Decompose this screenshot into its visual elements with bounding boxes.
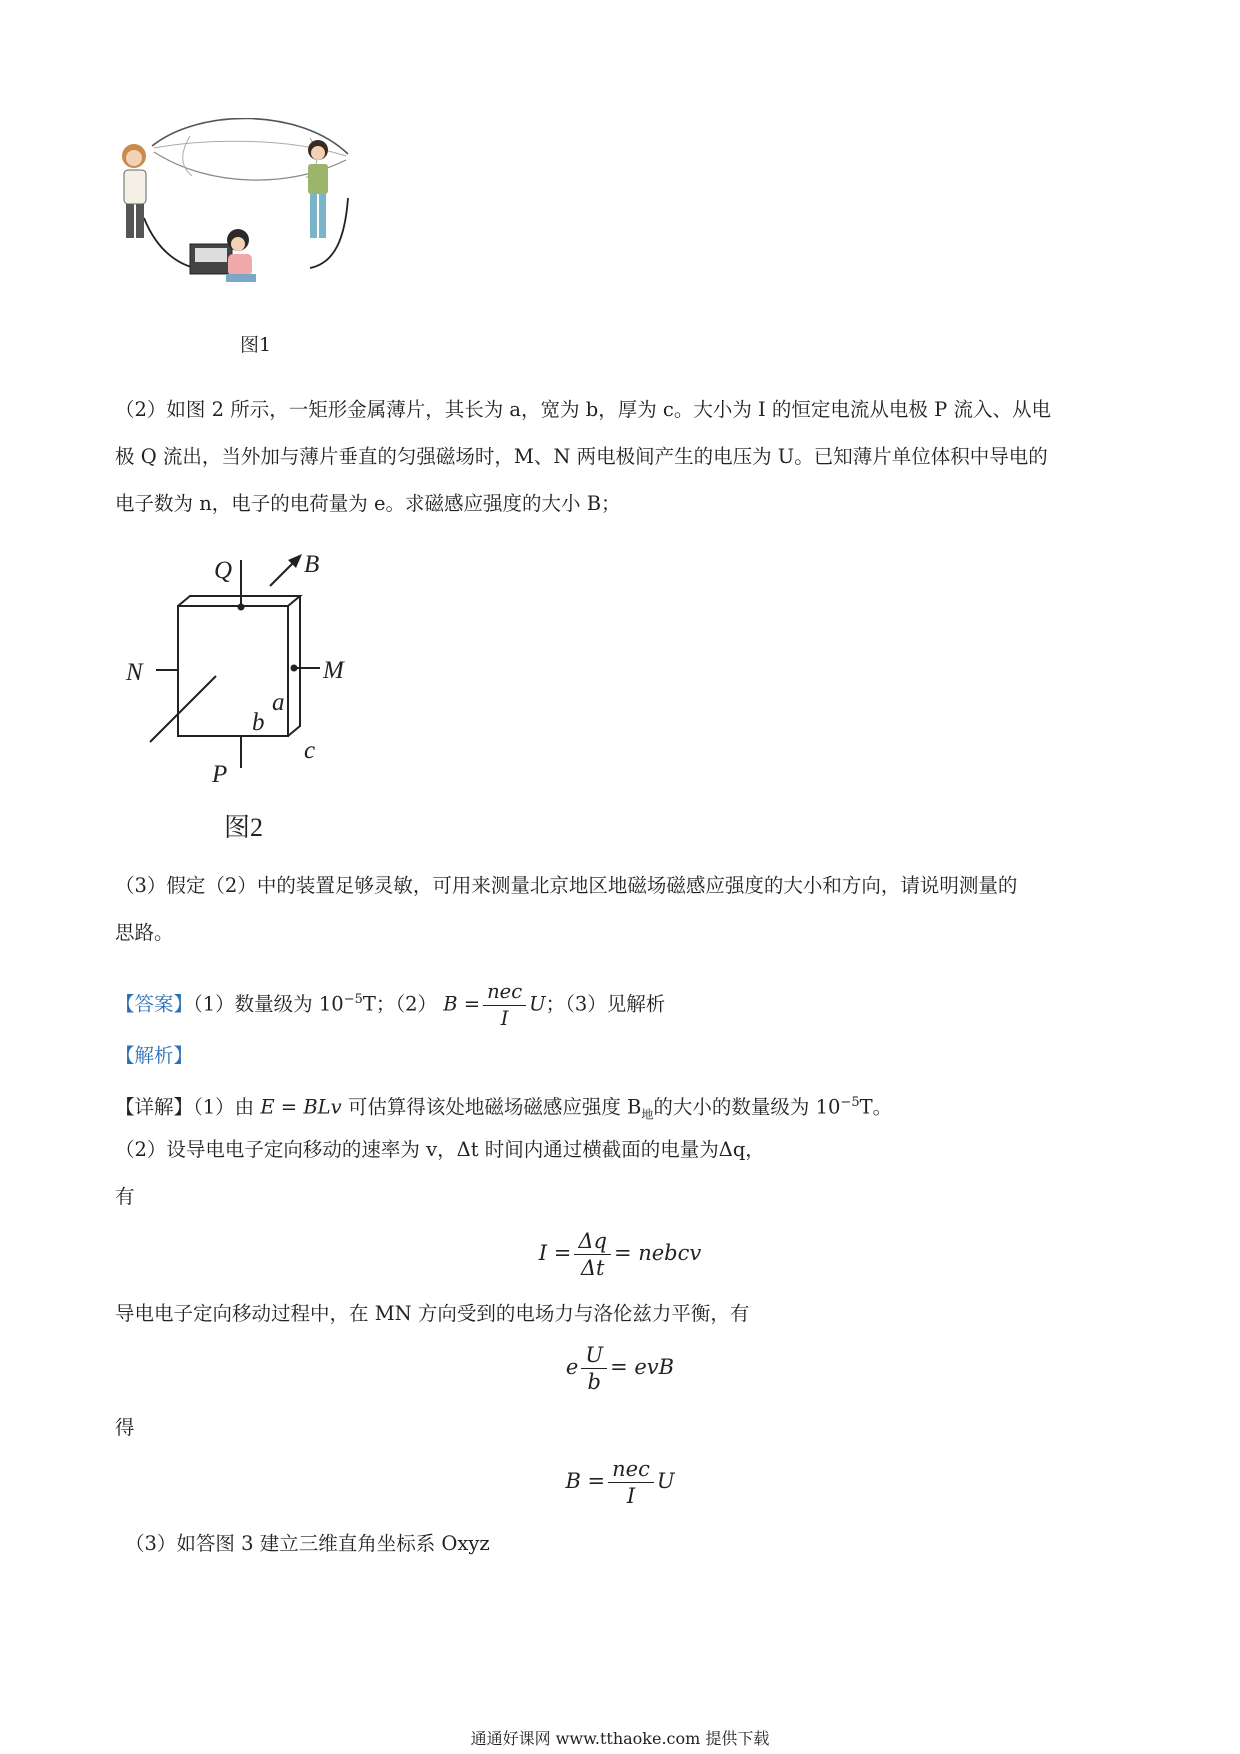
label-b-field: B xyxy=(304,551,320,578)
eq1-lhs: I = xyxy=(538,1241,572,1265)
q3-line-1: （3）假定（2）中的装置足够灵敏，可用来测量北京地区地磁场磁感应强度的大小和方向，请说明测量的 xyxy=(115,874,1018,897)
eq2-denominator: b xyxy=(587,1370,601,1394)
page-footer: 通通好课网 www.tthaoke.com 提供下载 xyxy=(470,1729,770,1748)
diagonal-line xyxy=(150,676,216,742)
detail-get: 得 xyxy=(115,1416,135,1439)
eq3-fraction xyxy=(608,1458,654,1507)
eq2-rhs: = evB xyxy=(610,1355,675,1379)
equation-2 xyxy=(0,1344,1240,1393)
figure-2-diagram xyxy=(120,550,380,850)
detail-line-2: （2）设导电电子定向移动的速率为 v，Δt 时间内通过横截面的电量为Δq， xyxy=(115,1138,765,1161)
label-p: P xyxy=(212,761,228,788)
detail-p1-post: 的大小的数量级为 10 xyxy=(653,1095,841,1119)
electrode-m-dot xyxy=(291,665,298,672)
answer-part1-unit: T；（2） xyxy=(362,992,438,1016)
detail-have: 有 xyxy=(115,1185,135,1208)
answer-formula-denominator: I xyxy=(500,1006,509,1030)
label-c: c xyxy=(304,737,316,764)
detail-p1-equation: E = BLv xyxy=(260,1095,342,1119)
figure-1-illustration xyxy=(120,118,380,308)
answer-formula-lhs: B = xyxy=(443,992,481,1016)
equation-3 xyxy=(0,1458,1240,1507)
q3-line-2: 思路。 xyxy=(115,921,174,944)
answer-formula-numerator: nec xyxy=(483,981,526,1006)
detail-p1-pre: （1）由 xyxy=(193,1095,261,1119)
q2-line-1: （2）如图 2 所示，一矩形金属薄片，其长为 a，宽为 b，厚为 c。大小为 I 的恒定电流从电极 P 流入、从电 xyxy=(115,398,1051,421)
figure-2-caption: 图2 xyxy=(224,813,264,842)
eq2-numerator: U xyxy=(581,1344,607,1369)
eq1-numerator: Δq xyxy=(574,1230,611,1255)
answer-tag: 【答案】 xyxy=(115,992,194,1016)
eq1-rhs: = nebcv xyxy=(613,1241,702,1265)
eq3-tail: U xyxy=(656,1469,675,1493)
equation-1 xyxy=(0,1230,1240,1279)
detail-p1-exponent: −5 xyxy=(840,1095,860,1110)
eq2-lhs: e xyxy=(565,1355,579,1379)
answer-part1-exponent: −5 xyxy=(343,992,363,1007)
electrode-q-dot xyxy=(238,604,245,611)
figure-1-caption: 图1 xyxy=(240,334,272,356)
eq1-denominator: Δt xyxy=(580,1256,605,1280)
q2-line-3: 电子数为 n，电子的电荷量为 e。求磁感应强度的大小 B； xyxy=(115,492,621,515)
detail-line-4: （3）如答图 3 建立三维直角坐标系 Oxyz xyxy=(125,1532,490,1555)
eq1-fraction xyxy=(574,1230,611,1279)
detail-tag: 【详解】 xyxy=(115,1095,194,1119)
q2-line-2: 极 Q 流出，当外加与薄片垂直的匀强磁场时，M、N 两电极间产生的电压为 U。已知薄片单位体积中导电的 xyxy=(115,445,1048,468)
eq3-denominator: I xyxy=(626,1484,636,1508)
eq3-lhs: B = xyxy=(565,1469,606,1493)
label-a: a xyxy=(272,689,285,716)
detail-p1-unit: T。 xyxy=(859,1095,893,1119)
detail-p1-mid: 可估算得该处地磁场磁感应强度 B xyxy=(341,1095,642,1119)
label-q: Q xyxy=(214,557,233,584)
answer-part3: ；（3）见解析 xyxy=(545,992,666,1016)
answer-line xyxy=(115,970,1135,1035)
plate-front-face xyxy=(178,606,288,736)
eq2-fraction xyxy=(581,1344,607,1393)
label-n: N xyxy=(126,659,143,686)
detail-line-3: 导电电子定向移动过程中，在 MN 方向受到的电场力与洛伦兹力平衡，有 xyxy=(115,1302,750,1325)
detail-p1-subscript: 地 xyxy=(641,1107,654,1122)
label-b: b xyxy=(252,709,265,736)
answer-part1: （1）数量级为 10 xyxy=(193,992,344,1016)
answer-formula-fraction xyxy=(483,981,526,1030)
answer-formula-tail: U xyxy=(529,992,546,1016)
label-m: M xyxy=(323,657,344,684)
analysis-tag: 【解析】 xyxy=(115,1044,194,1067)
eq3-numerator: nec xyxy=(608,1458,654,1483)
